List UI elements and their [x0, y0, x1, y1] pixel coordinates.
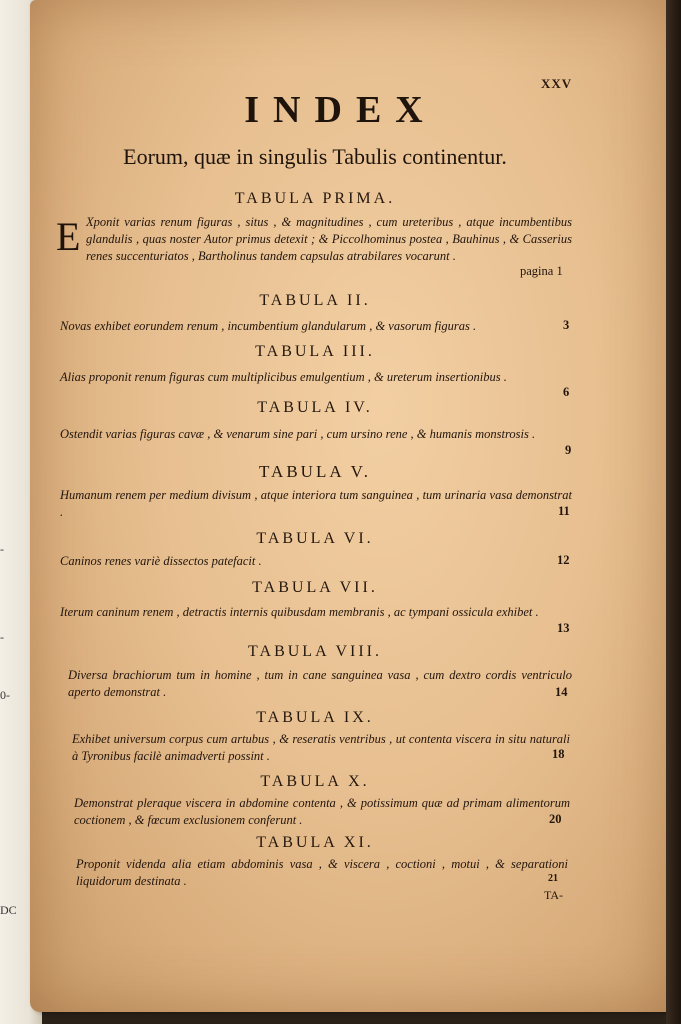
- entry-page-number: 3: [563, 318, 570, 332]
- entry-page-number: 13: [557, 621, 570, 635]
- section-heading: TABULA III.: [255, 343, 375, 360]
- page-title: INDEX: [244, 89, 437, 131]
- entry-page-number: 20: [549, 812, 562, 826]
- entry-text: Novas exhibet eorundem renum , incumbentium glandularum , & vasorum figuras .: [60, 319, 477, 333]
- section-heading: TABULA VI.: [256, 530, 374, 547]
- section-heading: TABULA IX.: [256, 709, 374, 726]
- entry-page-number: 14: [555, 685, 568, 699]
- entry-text: Diversa brachiorum tum in homine , tum in cane sanguinea vasa , cum dextro cordis ventriculo aperto demonstrat .: [68, 668, 572, 699]
- margin-mark: ‑: [0, 542, 4, 556]
- margin-mark: ‑: [0, 630, 4, 644]
- section-heading: TABULA VIII.: [248, 643, 382, 660]
- section-heading: TABULA IV.: [257, 399, 373, 416]
- margin-mark: DC: [0, 903, 17, 917]
- entry-page-number: 9: [565, 443, 572, 457]
- margin-mark: 0‑: [0, 688, 10, 702]
- entry-text: Demonstrat pleraque viscera in abdomine contenta , & potissimum quæ ad primam alimentorum coctionem , & fœcum exclusionem conferunt .: [74, 796, 570, 827]
- entry-text: Ostendit varias figuras cavæ , & venarum sine pari , cum ursino rene , & humanis monstrosis .: [60, 427, 536, 441]
- section-heading: TABULA XI.: [256, 834, 374, 851]
- section-heading: TABULA V.: [259, 462, 371, 481]
- section-heading: TABULA X.: [260, 773, 370, 790]
- entry-page-number: 21: [548, 873, 558, 884]
- drop-cap-initial: E: [56, 214, 81, 259]
- page-subtitle: Eorum, quæ in singulis Tabulis continentur.: [123, 144, 507, 169]
- catchword: TA-: [544, 888, 564, 902]
- entry-text: Iterum caninum renem , detractis internis quibusdam membranis , ac tympani ossicula exhibet .: [60, 605, 539, 619]
- entry-page-number: pagina 1: [520, 264, 563, 278]
- entry-text: Alias proponit renum figuras cum multiplicibus emulgentium , & ureterum insertionibus .: [60, 370, 507, 384]
- section-heading: TABULA PRIMA.: [234, 190, 396, 207]
- entry-text: Humanum renem per medium divisum , atque interiora tum sanguinea , tum urinaria vasa demonstrat .: [60, 488, 572, 519]
- entry-page-number: 18: [552, 747, 565, 761]
- entry-page-number: 6: [563, 385, 570, 399]
- page-number-roman: XXV: [541, 76, 573, 91]
- entry-text: Xponit varias renum figuras , situs , & magnitudines , cum ureteribus , atque incumbentibus glandulis , quas noster Autor primus detexit ; & Piccolhominus postea , Bauhinus , & Casserius renes succenturiatos , Bartholinus tandem capsulas atrabilares vocarunt .: [86, 215, 572, 263]
- entry-page-number: 11: [558, 504, 570, 518]
- entry-text: Caninos renes variè dissectos patefacit .: [60, 554, 262, 568]
- section-heading: TABULA II.: [259, 292, 371, 309]
- book-binding-edge: [666, 0, 681, 1024]
- entry-text: Exhibet universum corpus cum artubus , & reseratis ventribus , ut contenta viscera in situ naturali à Tyronibus facilè animadverti possint .: [72, 732, 570, 763]
- entry-text: Proponit videnda alia etiam abdominis vasa , & viscera , coctioni , motui , & separationi liquidorum destinata .: [76, 857, 568, 888]
- section-heading: TABULA VII.: [252, 579, 378, 596]
- entry-page-number: 12: [557, 553, 570, 567]
